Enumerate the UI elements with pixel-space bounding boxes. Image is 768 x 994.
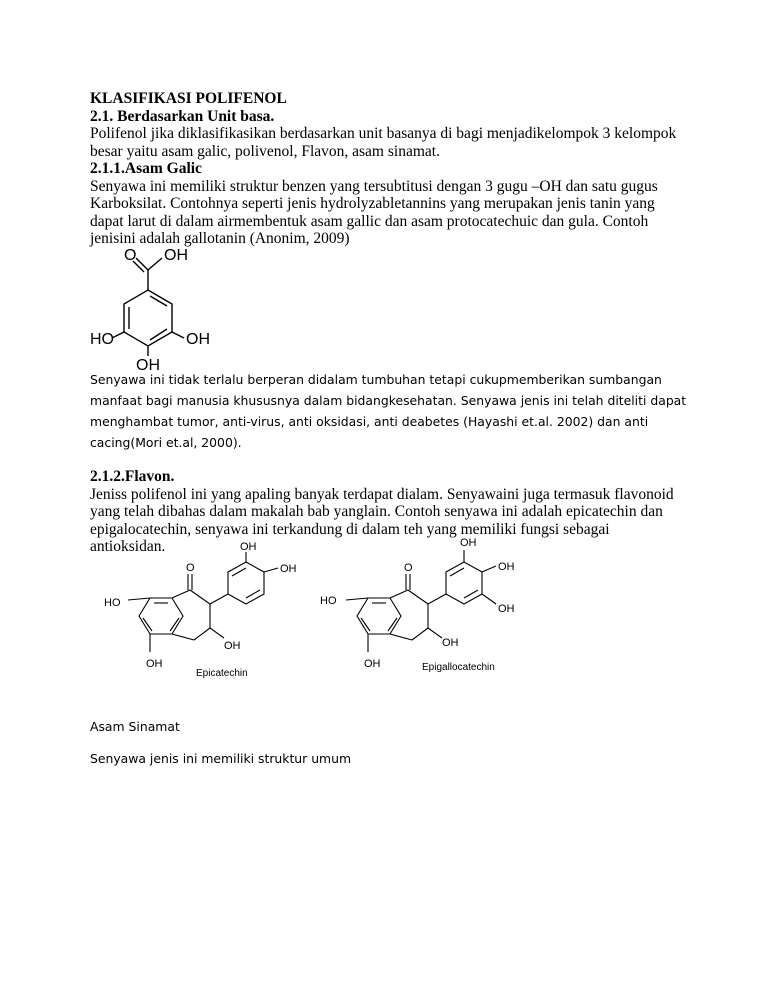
section-heading-2-1: 2.1. Berdasarkan Unit basa. xyxy=(90,107,275,125)
benefits-line-2: manfaat bagi manusia khususnya dalam bidangkesehatan. Senyawa jenis ini telah diteliti dapat xyxy=(90,393,687,408)
paragraph-asam-galic: Senyawa ini memiliki struktur benzen yang tersubtitusi dengan 3 gugu –OH dan satu gugus Karboksilat. Contohnya seperti jenis hydrolyzabletannins yang merupakan jenis tanin yang dapat larut di dalam airmembentuk asam gallic dan asam protocatechuic dan gula. Contoh jenisini adalah gallotanin (Anonim, 2009) xyxy=(90,177,658,247)
epicatechin-caption: Epicatechin xyxy=(196,668,248,679)
epicatechin-structure xyxy=(100,538,310,680)
document-title: KLASIFIKASI POLIFENOL xyxy=(90,90,287,107)
paragraph-intro: Polifenol jika diklasifikasikan berdasarkan unit basanya di bagi menjadikelompok 3 kelompok besar yaitu asam galic, polivenol, Flavon, asam sinamat. xyxy=(90,125,677,160)
epicatechin-label-oh-3: OH xyxy=(224,640,241,652)
benefits-line-3: menghambat tumor, anti-virus, anti oksidasi, anti deabetes (Hayashi et.al. 2002) dan anti xyxy=(90,414,649,429)
epicatechin-label-ho: HO xyxy=(104,597,121,609)
section-asam-sinamat-body xyxy=(90,748,680,769)
benefits-line-1: Senyawa ini tidak terlalu berperan didalam tumbuhan tetapi cukupmemberikan sumbangan xyxy=(90,372,662,387)
epigallocatechin-structure xyxy=(318,534,528,676)
epigallocatechin-label-o: O xyxy=(404,562,413,574)
asam-sinamat-paragraph: Senyawa jenis ini memiliki struktur umum xyxy=(90,751,352,766)
epicatechin-label-oh-4: OH xyxy=(146,658,163,670)
epigallocatechin-caption: Epigallocatechin xyxy=(422,662,495,673)
gallic-label-oh-bottom: OH xyxy=(136,357,160,374)
gallic-acid-structure xyxy=(88,244,228,374)
epigallocatechin-label-ho: HO xyxy=(320,595,337,607)
epigallocatechin-label-oh-5: OH xyxy=(364,658,381,670)
epicatechin-label-o: O xyxy=(186,562,195,574)
section-heading-2-1-2: 2.1.2.Flavon. xyxy=(90,468,175,485)
asam-sinamat-heading: Asam Sinamat xyxy=(90,719,180,734)
section-heading-2-1-1: 2.1.1.Asam Galic xyxy=(90,160,202,177)
epigallocatechin-label-oh-3: OH xyxy=(498,603,515,615)
section-asam-sinamat xyxy=(90,716,680,737)
epigallocatechin-label-oh-4: OH xyxy=(442,637,459,649)
paragraph-flavon: Jeniss polifenol ini yang apaling banyak terdapat dialam. Senyawaini juga termasuk flavonoid yang telah dibahas dalam makalah bab yanglain. Contoh senyawa ini adalah epicatechin dan epigalocatechin, senyawa ini terkandung di dalam teh yang memiliki fungsi sebagai antioksidan. xyxy=(90,485,674,555)
epicatechin-label-oh-2: OH xyxy=(280,563,297,575)
epigallocatechin-label-oh-1: OH xyxy=(460,537,477,549)
epicatechin-label-oh-1: OH xyxy=(240,541,257,553)
gallic-label-o: O xyxy=(124,247,137,264)
benefits-line-4: cacing(Mori et.al, 2000). xyxy=(90,435,242,450)
paragraph-asam-galic-benefits xyxy=(90,369,690,453)
epigallocatechin-label-oh-2: OH xyxy=(498,561,515,573)
gallic-label-ho-left: HO xyxy=(90,331,114,348)
document-header xyxy=(90,90,680,248)
gallic-label-oh-right: OH xyxy=(186,331,210,348)
gallic-label-oh-top: OH xyxy=(164,247,188,264)
